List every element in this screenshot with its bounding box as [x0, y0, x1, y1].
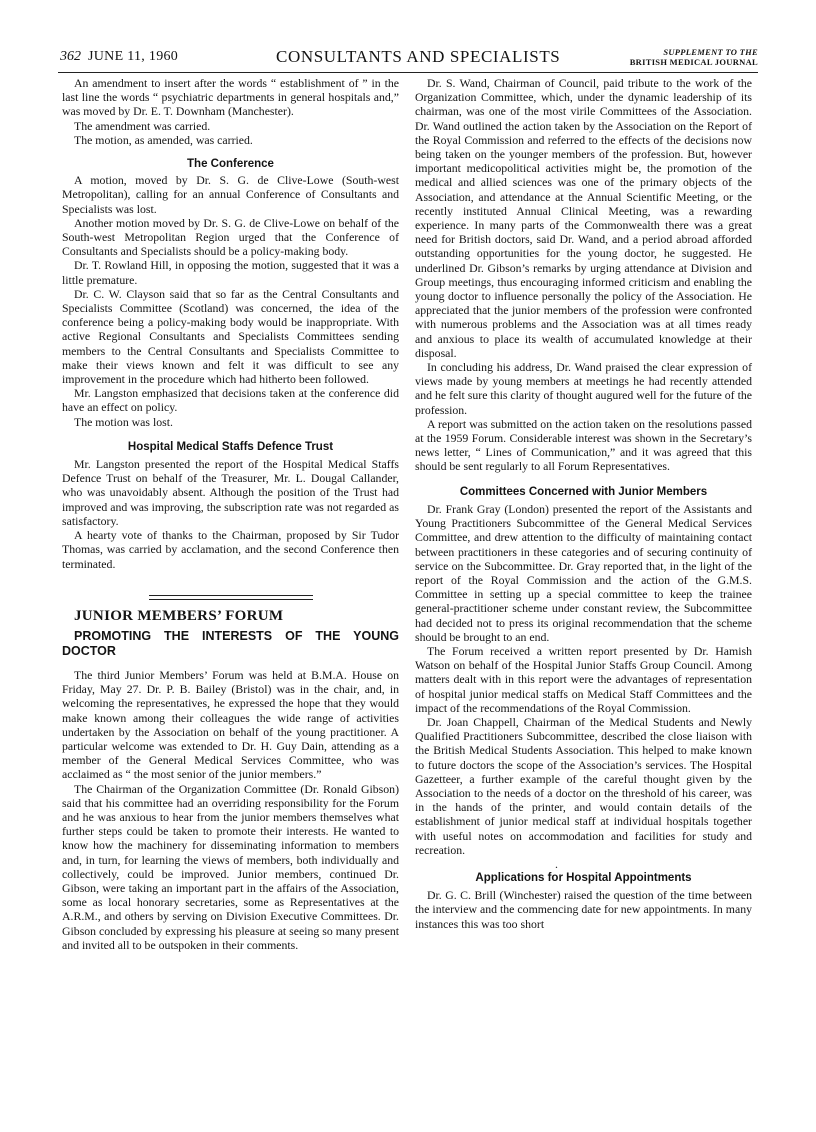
- paragraph: In concluding his address, Dr. Wand praised the clear expression of views made by young members at meetings he had recently attended and he felt sure this clarity of thought augured well for the future of the profession.: [415, 360, 752, 417]
- paragraph: The third Junior Members’ Forum was held at B.M.A. House on Friday, May 27. Dr. P. B. Bailey (Bristol) was in the chair, and, in welcoming the representatives, he expressed the hope that they would make known among their colleagues the wide range of activities undertaken by the Association on behalf of the young practitioner. A particular welcome was extended to Dr. H. Guy Dain, attending as a member of the General Medical Services Committee, who was acclaimed as “ the most senior of the junior members.”: [62, 667, 399, 782]
- section-heading-committees: Committees Concerned with Junior Members: [459, 485, 708, 498]
- separator-dot: .: [555, 856, 558, 871]
- paragraph: A motion, moved by Dr. S. G. de Clive-Lowe (South-west Metropolitan), calling for an annual Conference of Consultants and Specialists was lost.: [62, 173, 399, 216]
- paragraph: Dr. G. C. Brill (Winchester) raised the question of the time between the interview and the commencing date for new appointments. In many instances this was too short: [415, 888, 752, 931]
- section-heading-trust: Hospital Medical Staffs Defence Trust: [127, 440, 334, 453]
- paragraph: Dr. Frank Gray (London) presented the report of the Assistants and Young Practitioners Subcommittee of the General Medical Services Committee, and drew attention to the difficulty of maintaining contact between practitioners in these categories and of securing continuity of service on the Subcommittee. Dr. Gray reported that, in the light of the report of the Royal Commission and the action of the G.M.S. Committee in setting up a special committee to keep the trainee general-practitioner scheme under constant review, the Subcommittee had decided not to press its original recommendation that the scheme should be brought to an end.: [415, 501, 752, 644]
- paragraph: The Forum received a written report presented by Dr. Hamish Watson on behalf of the Hospital Junior Staffs Group Council. Among matters dealt with in this report were the advantages of representation of hospital junior medical staffs on Medical Staff Committees and the impact of the recommendations of the Royal Commission.: [415, 643, 752, 715]
- supplement-label: SUPPLEMENT TO THE BRITISH MEDICAL JOURNAL: [629, 47, 758, 67]
- paragraph: Dr. T. Rowland Hill, in opposing the motion, suggested that it was a little premature.: [62, 258, 399, 287]
- paragraph: Dr. Joan Chappell, Chairman of the Medical Students and Newly Qualified Practitioners Subcommittee, described the close liaison with the British Medical Students Association. This helped to make known to future doctors the scope of the Association’s services. The Hospital Gazetteer, a further example of the careful thought given by the Association to the needs of a doctor on the threshold of his career, was in the hands of the printer, and would contain details of the establishment of junior medical staff at individual hospitals together with useful notes on accommodation and facilities for study and recreation.: [415, 714, 752, 857]
- paragraph: The amendment was carried.: [74, 118, 211, 133]
- paragraph: A hearty vote of thanks to the Chairman, proposed by Sir Tudor Thomas, was carried by acclamation, and the second Conference then terminated.: [62, 528, 399, 571]
- page-number-date: 362 JUNE 11, 1960: [60, 49, 179, 64]
- paragraph: Mr. Langston emphasized that decisions taken at the conference did have an effect on policy.: [62, 386, 399, 415]
- paragraph: The Chairman of the Organization Committee (Dr. Ronald Gibson) said that his committee had an overriding responsibility for the Forum and he was anxious to hear from the junior members themselves what further steps could be taken to promote their interests. He wanted to know how the machinery for disseminating information to members and, in turn, for learning the views of members, both individually and collectively, could be improved. Junior members, continued Dr. Gibson, were taking an important part in the affairs of the Association, some as local honorary secretaries, some as Representatives at the A.R.M., and others by serving on Division Executive Committees. Dr. Gibson concluded by expressing his pleasure at seeing so many present and invited all to be outspoken in their comments.: [62, 781, 399, 952]
- paragraph: Dr. C. W. Clayson said that so far as the Central Consultants and Specialists Committee (Scotland) was concerned, the idea of the conference being a policy-making body would be inappropriate. With active Regional Consultants and Specialists Committees sending members to the Central Consultants and Specialists Committee to make their views known and felt it was difficult to see any improvement in the procedure which had hitherto been followed.: [62, 286, 399, 387]
- forum-title: JUNIOR MEMBERS’ FORUM: [74, 607, 284, 624]
- paragraph: The motion was lost.: [74, 414, 173, 429]
- section-heading-conference: The Conference: [187, 158, 274, 171]
- page-header: [58, 46, 758, 72]
- paragraph: An amendment to insert after the words “ establishment of ” in the last line the words “ psychiatric departments in general hospitals and,” was moved by Dr. E. T. Downham (Manchester).: [62, 76, 399, 119]
- divider-rule: [149, 595, 313, 596]
- running-title: CONSULTANTS AND SPECIALISTS: [276, 47, 561, 66]
- header-rule: [58, 72, 758, 73]
- left-column: [62, 76, 399, 952]
- paragraph: Mr. Langston presented the report of the Hospital Medical Staffs Defence Trust on behalf of the Treasurer, Mr. L. Dougal Callander, who was unavoidably absent. Although the position of the Trust had improved and was improving, the subscription rate was not regarded as satisfactory.: [62, 457, 399, 528]
- paragraph: Another motion moved by Dr. S. G. de Clive-Lowe on behalf of the South-west Metropolitan Region urged that the Conference of Consultants and Specialists should be a policy-making body.: [62, 215, 399, 259]
- section-heading-applications: Applications for Hospital Appointments: [475, 871, 692, 884]
- forum-subtitle: PROMOTING THE INTERESTS OF THE YOUNG DOCTOR: [62, 628, 399, 658]
- right-column: [415, 76, 752, 931]
- paragraph: The motion, as amended, was carried.: [74, 132, 253, 147]
- paragraph: Dr. S. Wand, Chairman of Council, paid tribute to the work of the Organization Committee, which, under the dynamic leadership of its chairman, was one of the most virile Committees of the Association. Dr. Wand outlined the action taken by the Association on the Report of the Royal Commission and referred to the effects of the decisions now being taken on the younger members of the profession. But, however important medicopolitical activities might be, the promotion of the medical and allied sciences was one of the primary objects of the Association, and attendance at the Annual Scientific Meeting, or the recently instituted Annual Clinical Meeting, was a rewarding experience. In many parts of the Commonwealth there was a great need for British doctors, said Dr. Wand, and a period abroad afforded outstanding opportunities for the young doctor, he suggested. He underlined Dr. Gibson’s remarks by urging attendance at Division and Group meetings, thus encouraging informed criticism and enabling the young doctor to influence personally the policy of the Association. He appreciated that the junior members of the profession were confronted with numerous problems and the Association was at all times ready and anxious to place its wealth of accumulated knowledge at their disposal.: [415, 76, 752, 360]
- paragraph: A report was submitted on the action taken on the resolutions passed at the 1959 Forum. Considerable interest was shown in the Secretary’s news letter, “ Lines of Communication,” and it was agreed that this should be sent regularly to all Forum Representatives.: [415, 416, 752, 474]
